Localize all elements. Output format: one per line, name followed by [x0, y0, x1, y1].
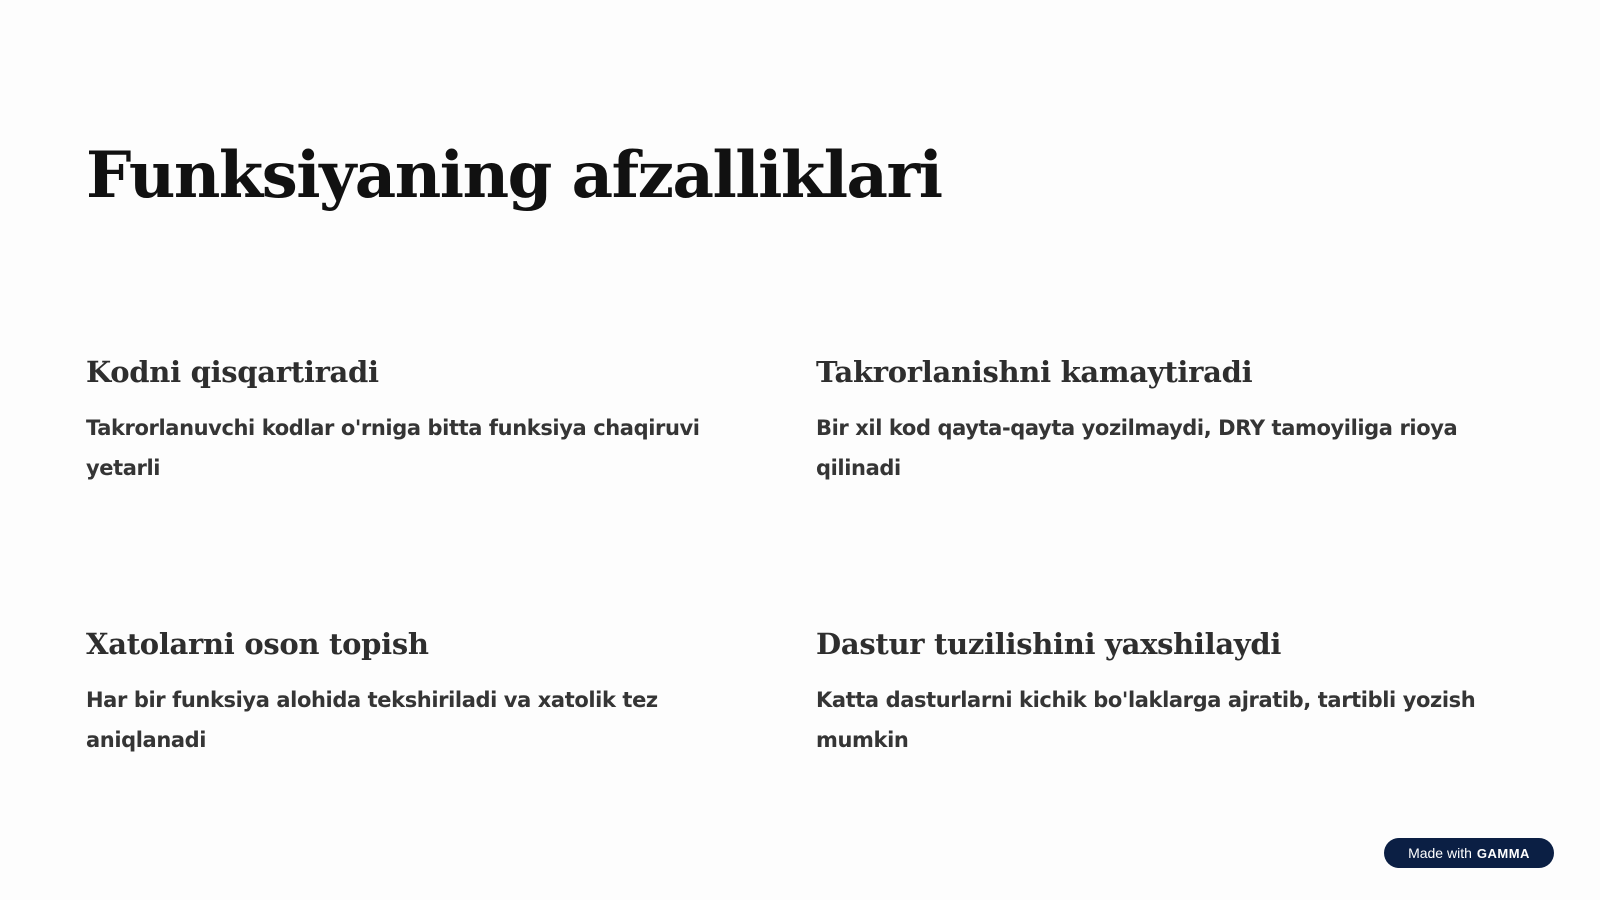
badge-prefix: Made with: [1408, 845, 1472, 861]
benefit-description: Har bir funksiya alohida tekshiriladi va xatolik tez aniqlanadi: [86, 688, 658, 752]
gamma-logo: GAMMA: [1476, 845, 1530, 861]
benefit-description: Takrorlanuvchi kodlar o'rniga bitta funksiya chaqiruvi yetarli: [86, 416, 700, 480]
benefit-card: [86, 352, 816, 624]
benefits-grid: [86, 352, 1526, 854]
benefit-description: Katta dasturlarni kichik bo'laklarga ajratib, tartibli yozish mumkin: [816, 688, 1476, 752]
benefit-description: Bir xil kod qayta-qayta yozilmaydi, DRY tamoyiliga rioya qilinadi: [816, 416, 1458, 480]
benefit-card: [816, 352, 1526, 624]
slide-title: Funksiyaning afzalliklari: [86, 138, 942, 213]
benefit-card: [816, 624, 1526, 854]
benefit-heading: Takrorlanishni kamaytiradi: [816, 355, 1253, 389]
benefit-heading: Kodni qisqartiradi: [86, 355, 379, 389]
benefit-card: [86, 624, 816, 854]
benefit-heading: Dastur tuzilishini yaxshilaydi: [816, 627, 1282, 661]
benefit-heading: Xatolarni oson topish: [86, 627, 429, 661]
made-with-gamma-badge[interactable]: [1384, 838, 1554, 868]
